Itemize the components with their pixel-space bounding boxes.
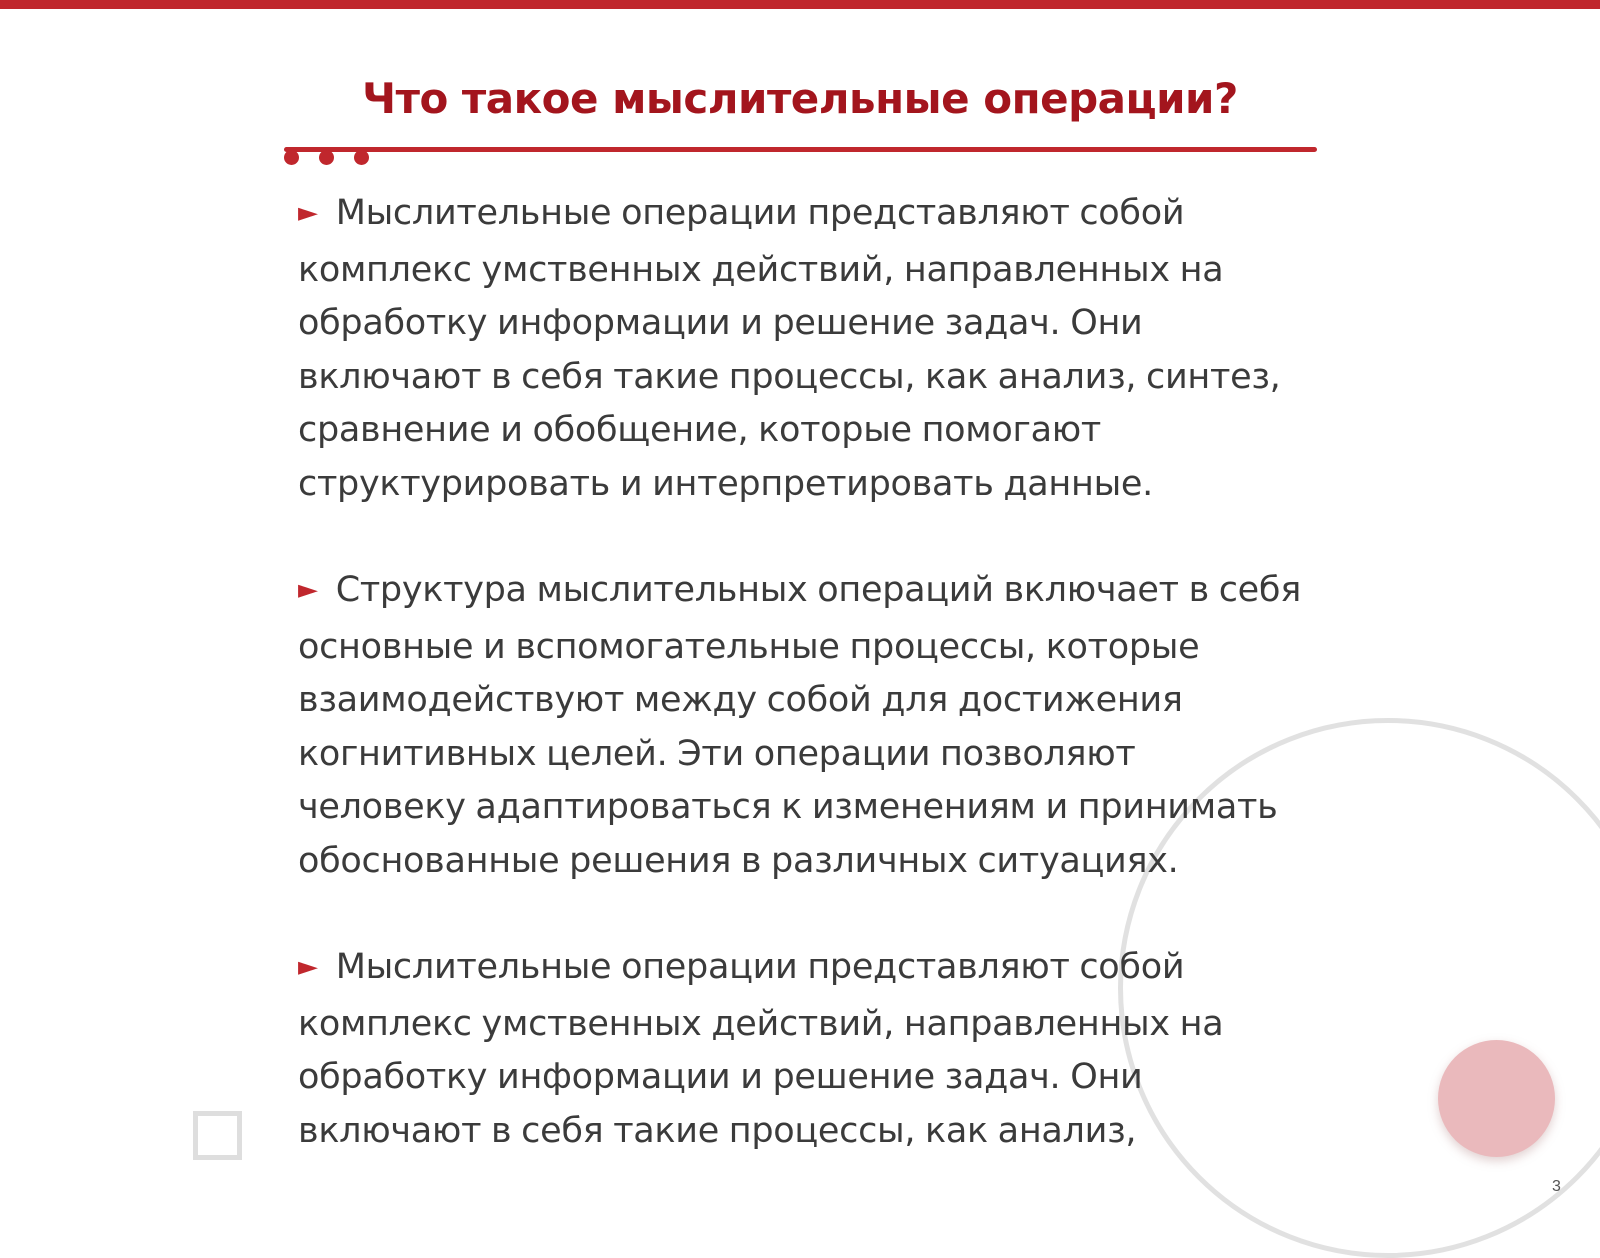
bullet-arrow-icon: ► [298,198,318,228]
bullet-arrow-icon: ► [298,575,318,605]
bullet-text: Структура мыслительных операций включает в себя основные и вспомогательные процессы, которые взаимодействуют между собой для достижения когнитивных целей. Эти операции позволяют человеку адаптироваться к изменениям и принимать обоснованные решения в различных ситуациях. [298,570,1301,881]
bullet-list [298,187,1308,1211]
title-dot [354,150,369,165]
title-underline [284,147,1317,152]
bullet-item [298,187,1308,511]
bullet-text: Мыслительные операции представляют собой комплекс умственных действий, направленных на обработку информации и решение задач. Они включают в себя такие процессы, как анализ, синтез, сравнение и обобщение, которые помогают структурировать и интерпретировать данные. [298,193,1281,504]
title-dot [284,150,299,165]
bullet-arrow-icon: ► [298,952,318,982]
decorative-circle [1438,1040,1555,1157]
title-dot [319,150,334,165]
top-accent-bar [0,0,1600,9]
bullet-item [298,941,1308,1158]
decorative-square [193,1111,242,1160]
bullet-text: Мыслительные операции представляют собой комплекс умственных действий, направленных на обработку информации и решение задач. Они включают в себя такие процессы, как анализ, [298,947,1224,1151]
page-number: 3 [1552,1178,1561,1195]
slide-title: Что такое мыслительные операции? [362,74,1238,123]
bullet-item [298,564,1308,888]
